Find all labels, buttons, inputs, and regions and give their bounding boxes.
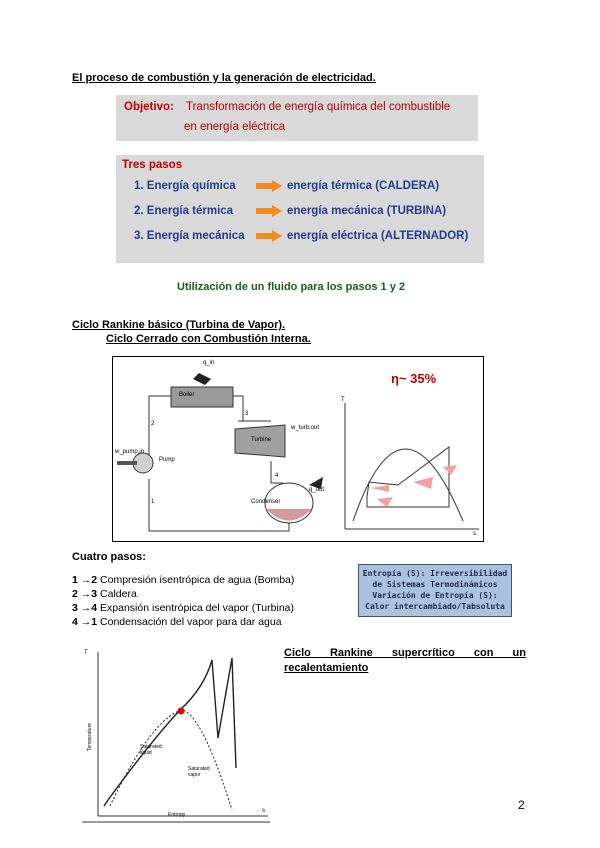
four-steps-item-4 (72, 616, 282, 628)
x-label: Entropy (168, 812, 186, 818)
four-steps-item-1 (72, 574, 294, 586)
step-from: 3 (72, 602, 78, 614)
step-to: 3 (91, 588, 98, 600)
rankine-heading: Ciclo Rankine básico (Turbina de Vapor). (72, 319, 286, 331)
step-text: Expansión isentrópica del vapor (Turbina) (100, 602, 294, 614)
three-steps-box (116, 155, 484, 263)
supercritical-title-line1 (284, 647, 526, 659)
condenser-label: Condenser (251, 499, 281, 505)
step-from: 1 (72, 574, 78, 586)
page-number: 2 (518, 798, 525, 812)
efficiency-label: η~ 35% (391, 371, 437, 386)
entropy-line3: Variación de Entropía (S): (372, 591, 498, 600)
arrow-right-icon (256, 205, 282, 217)
q-out-label: q_out (309, 487, 325, 493)
entropy-line1: Entropía (S): Irreversibilidad (362, 569, 508, 578)
step-text: Condensación del vapor para dar agua (100, 616, 282, 628)
arrow-icon: → (80, 602, 92, 614)
step-right-1: energía térmica (CALDERA) (287, 180, 440, 192)
supercritical-title-line2: recalentamiento (284, 662, 369, 674)
step-right-3: energía eléctrica (ALTERNADOR) (287, 230, 469, 242)
objective-box (116, 95, 478, 141)
step-left-3: 3. Energía mecánica (134, 230, 245, 242)
node-3: 3 (245, 411, 249, 417)
step-to: 4 (91, 602, 98, 614)
sat-vapor-label: Saturated vapor (188, 766, 210, 778)
pump-label: Pump (159, 457, 175, 463)
arrow-icon: → (80, 588, 92, 600)
node-2: 2 (151, 421, 155, 427)
q-in-label: q_in (203, 360, 215, 366)
step-to: 2 (91, 574, 98, 586)
four-steps-item-3 (72, 602, 294, 614)
rankine-diagram (112, 356, 484, 542)
three-steps-heading: Tres pasos (122, 159, 183, 171)
axis-s-label: s (262, 808, 265, 814)
w-pump-label: w_pump,in (115, 449, 145, 455)
step-to: 1 (91, 616, 98, 628)
w-turb-label: w_turb,out (291, 425, 320, 431)
axis-t-label: T (84, 650, 88, 656)
step-from: 2 (72, 588, 78, 600)
heat-in-arrow-icon (193, 373, 211, 385)
node-4: 4 (275, 473, 279, 479)
entropy-line2: de Sistemas Termodinámicos (372, 580, 498, 589)
entropy-line4: Calor intercambiado/Tabsoluta (365, 602, 505, 611)
step-left-1: 1. Energía química (134, 180, 236, 192)
supercritical-diagram (82, 648, 270, 826)
step-text: Caldera (100, 588, 137, 600)
entropy-box (358, 564, 512, 617)
fluid-note: Utilización de un fluido para los pasos 1 y 2 (177, 281, 405, 293)
supercritical-ts-chart (82, 648, 270, 826)
four-steps-heading: Cuatro pasos: (72, 551, 146, 563)
rankine-subheading (72, 333, 314, 345)
arrow-icon: → (80, 616, 92, 628)
critical-point-icon (178, 708, 185, 715)
s-axis-label: s (473, 531, 476, 537)
arrow-right-icon (256, 230, 282, 242)
step-from: 4 (72, 616, 78, 628)
step-left-2: 2. Energía térmica (134, 205, 234, 217)
y-label: Temperature (87, 722, 94, 752)
node-1: 1 (151, 499, 155, 505)
arrow-right-icon (256, 180, 282, 192)
sat-liquid-label: Saturated liquid (140, 744, 162, 756)
page-title: El proceso de combustión y la generación de electricidad. (72, 72, 376, 84)
four-steps-item-2 (72, 588, 137, 600)
step-right-2: energía mecánica (TURBINA) (287, 205, 447, 217)
step-text: Compresión isentrópica de agua (Bomba) (100, 574, 295, 586)
rankine-subheading-text: Ciclo Cerrado con Combustión Interna. (106, 333, 311, 345)
objective-line1: Transformación de energía química del combustible (186, 101, 451, 113)
arrow-icon: → (80, 574, 92, 586)
supercritical-text1: Ciclo Rankine supercrítico con un (284, 647, 526, 659)
t-axis-label: T (341, 397, 345, 403)
objective-label: Objetivo: (124, 101, 174, 113)
turbine-label: Turbine (251, 437, 272, 443)
boiler-label: Boiler (179, 392, 195, 398)
objective-line2: en energía eléctrica (184, 121, 286, 133)
